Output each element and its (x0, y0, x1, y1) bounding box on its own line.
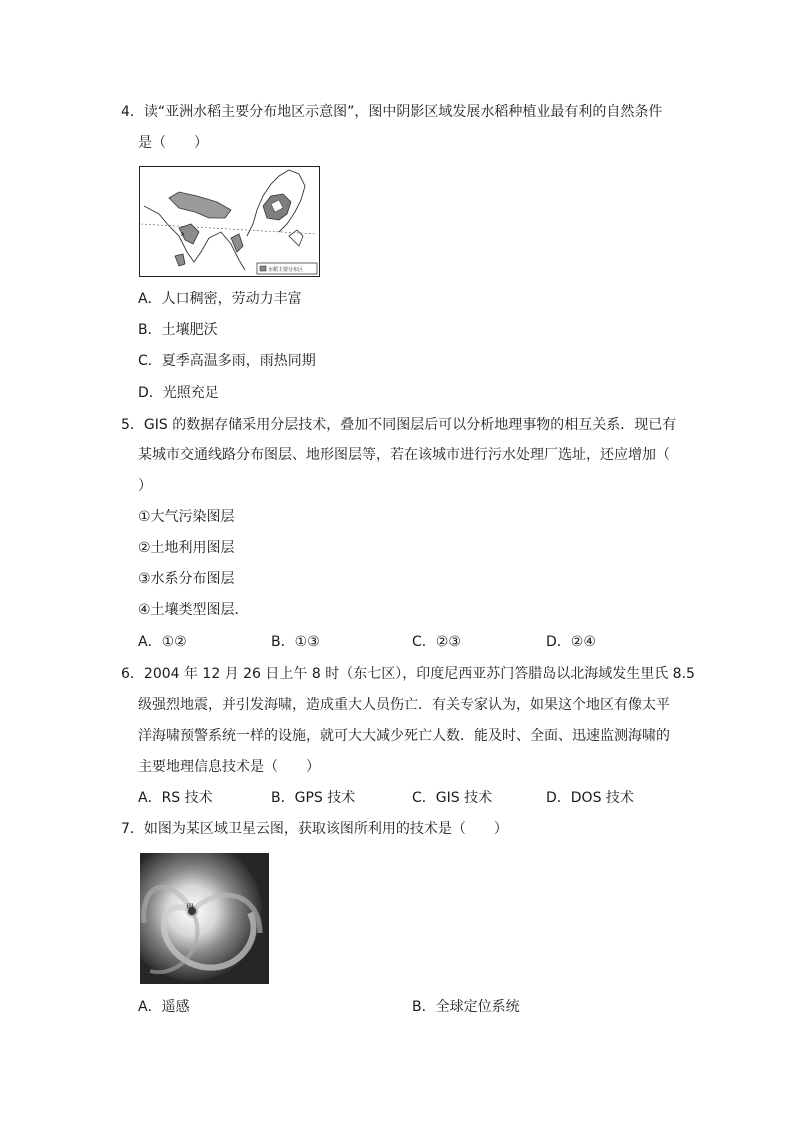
map-legend-label: 水稻主要分布区 (268, 267, 304, 273)
q7-option-b: B．全球定位系统 (412, 999, 520, 1015)
q5-item-4: ④土壤类型图层． (138, 602, 249, 618)
q4-option-a: A．人口稠密，劳动力丰富 (138, 291, 302, 307)
q4-option-c: C．夏季高温多雨，雨热同期 (138, 353, 316, 369)
q6-option-b: B．GPS 技术 (271, 790, 356, 806)
q6-stem-line4: 主要地理信息技术是（ ） (138, 759, 320, 775)
q7-stem-line1: 7．如图为某区域卫星云图，获取该图所利用的技术是（ ） (121, 821, 508, 837)
q7-option-a: A．遥感 (138, 999, 190, 1015)
q5-stem-line2: 某城市交通线路分布图层、地形图层等，若在该城市进行污水处理厂选址，还应增加（ (138, 447, 670, 463)
q5-option-a: A．①② (138, 634, 187, 650)
q5-option-c: C．②③ (412, 634, 461, 650)
q6-stem-line3: 洋海啸预警系统一样的设施，就可大大减少死亡人数．能及时、全面、迅速监测海啸的 (138, 728, 670, 744)
q5-item-3: ③水系分布图层 (138, 571, 235, 587)
q4-option-b: B．土壤肥沃 (138, 322, 218, 338)
q5-option-d: D．②④ (546, 634, 596, 650)
image-label-jia: 甲 (186, 903, 194, 912)
q6-option-a: A．RS 技术 (138, 790, 213, 806)
q5-stem-line3: ） (138, 478, 152, 494)
q6-option-d: D．DOS 技术 (546, 790, 634, 806)
q4-stem-line1: 4．读“亚洲水稻主要分布地区示意图”，图中阴影区域发展水稻种植业最有利的自然条件 (121, 104, 663, 120)
q4-option-d: D．光照充足 (138, 385, 219, 401)
satellite-cloud-image (140, 853, 269, 984)
q5-option-b: B．①③ (271, 634, 320, 650)
q5-item-2: ②土地利用图层 (138, 540, 235, 556)
asia-rice-map (139, 166, 320, 277)
q6-option-c: C．GIS 技术 (412, 790, 493, 806)
map-marker-a: A (181, 232, 185, 238)
q6-stem-line2: 级强烈地震，并引发海啸，造成重大人员伤亡．有关专家认为，如果这个地区有像太平 (138, 697, 670, 713)
q5-item-1: ①大气污染图层 (138, 509, 235, 525)
q5-stem-line1: 5．GIS 的数据存储采用分层技术，叠加不同图层后可以分析地理事物的相互关系．现已有 (121, 417, 677, 433)
q4-stem-line2: 是（ ） (138, 135, 208, 151)
q6-stem-line1: 6．2004 年 12 月 26 日上午 8 时（东七区），印度尼西亚苏门答腊岛以北海域发生里氏 8.5 (121, 666, 695, 682)
